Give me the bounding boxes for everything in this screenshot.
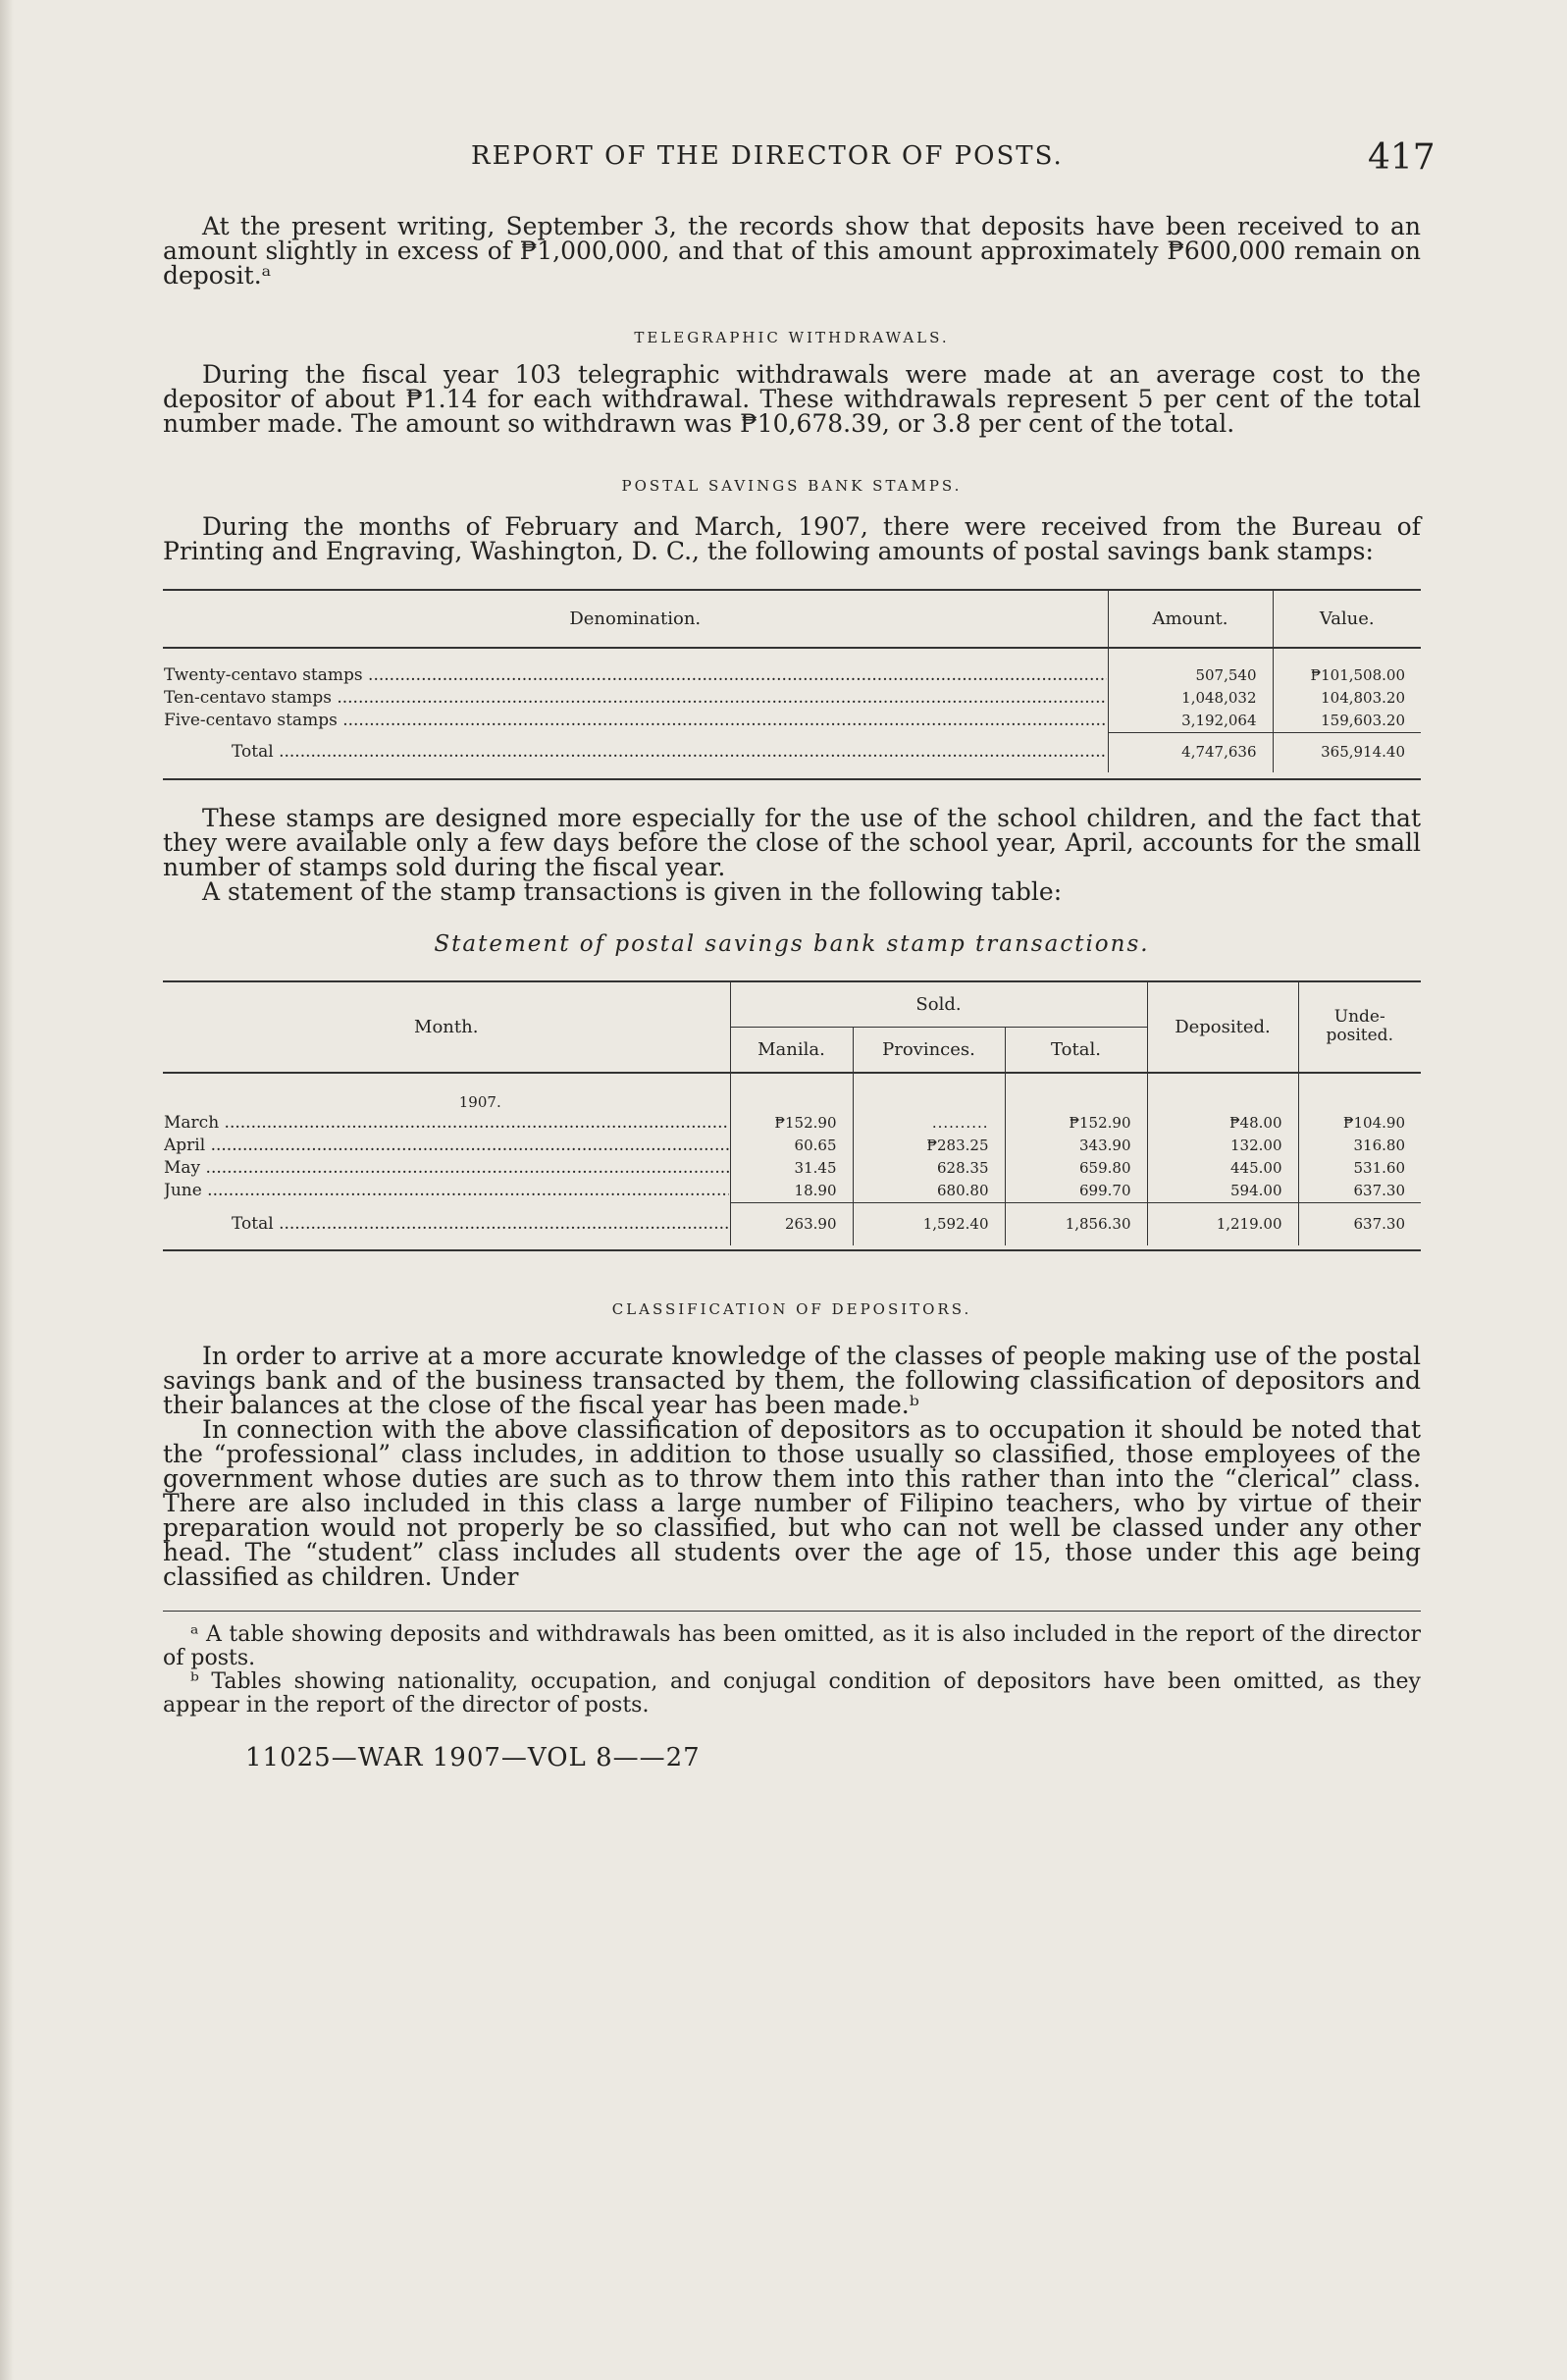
value-header: Value. xyxy=(1273,591,1421,648)
sold-header: Sold. xyxy=(730,982,1147,1028)
amount-cell: 507,540 xyxy=(1108,664,1273,687)
row-label: Five-centavo stamps ..... xyxy=(164,711,1107,731)
deposited-cell: 132.00 xyxy=(1147,1135,1298,1157)
provinces-cell: ₱283.25 xyxy=(853,1135,1005,1157)
table-caption: Statement of postal savings bank stamp transactions. xyxy=(434,930,1150,957)
section-heading-telegraphic: TELEGRAPHIC WITHDRAWALS. xyxy=(634,329,950,346)
printer-signature: 11025—WAR 1907—VOL 8——27 xyxy=(245,1743,701,1772)
manila-total: 263.90 xyxy=(730,1202,853,1245)
footnote-b: ᵇ Tables showing nationality, occupation, and conjugal condition of depositors have been omitted, as they appear in the report of the director of posts. xyxy=(163,1669,1421,1718)
undeposited-total: 637.30 xyxy=(1298,1202,1421,1245)
deposited-header: Deposited. xyxy=(1147,982,1298,1073)
telegraphic-paragraph: During the fiscal year 103 telegraphic withdrawals were made at an average cost to the depositor of about ₱1.14 for each withdrawal. These withdrawals represent 5 per cent of the total number made. The amount so withdrawn was ₱10,678.39, or 3.8 per cent of the total. xyxy=(163,360,1421,438)
section-heading-classification: CLASSIFICATION OF DEPOSITORS. xyxy=(611,1300,972,1318)
sold-total: 1,856.30 xyxy=(1005,1202,1147,1245)
running-head xyxy=(0,137,1567,186)
manila-header: Manila. xyxy=(730,1028,853,1073)
provinces-cell xyxy=(853,1112,1005,1135)
month-cell: March ..... xyxy=(164,1113,729,1134)
total-value: 365,914.40 xyxy=(1273,733,1421,772)
total-header: Total. xyxy=(1005,1028,1147,1073)
total-cell: 659.80 xyxy=(1005,1157,1147,1180)
deposited-total: 1,219.00 xyxy=(1147,1202,1298,1245)
undeposited-cell: 637.30 xyxy=(1298,1180,1421,1203)
value-cell: ₱101,508.00 xyxy=(1273,664,1421,687)
statement-paragraph: A statement of the stamp transactions is given in the following table: xyxy=(202,876,1063,906)
month-cell: May ..... xyxy=(164,1158,729,1179)
undeposited-header: Unde-posited. xyxy=(1298,982,1421,1073)
total-amount: 4,747,636 xyxy=(1108,733,1273,772)
table-row xyxy=(163,1180,1421,1203)
manila-cell: 18.90 xyxy=(730,1180,853,1203)
manila-cell: 31.45 xyxy=(730,1157,853,1180)
table-row xyxy=(163,710,1421,733)
classification-paragraph-2: In connection with the above classification of depositors as to occupation it should be noted that the “professional” class includes, in addition to those usually so classified, those employees of the government whose duties are such as to throw them into this rather than into the “clerical” class. There are also included in this class a large number of Filipino teachers, who by virtue of their preparation would not properly be so classified, but who can not well be classed under any other head. The “student” class includes all students over the age of 15, those under this age being classified as children. Under xyxy=(163,1415,1421,1591)
undeposited-cell: 316.80 xyxy=(1298,1135,1421,1157)
page-number: 417 xyxy=(1368,137,1436,178)
leader-dots: .......... xyxy=(931,1113,989,1132)
manila-cell: ₱152.90 xyxy=(730,1112,853,1135)
total-cell: 343.90 xyxy=(1005,1135,1147,1157)
row-label: Twenty-centavo stamps ..... xyxy=(164,665,1107,686)
value-cell: 104,803.20 xyxy=(1273,687,1421,710)
total-label: Total ..... xyxy=(232,1214,729,1235)
footnote-rule xyxy=(163,1611,1421,1612)
total-cell: ₱152.90 xyxy=(1005,1112,1147,1135)
classification-paragraph-1: In order to arrive at a more accurate knowledge of the classes of people making use of the postal savings bank and of the business transacted by them, the following classification of depositors and their balances at the close of the fiscal year has been made.ᵇ xyxy=(163,1342,1421,1419)
deposited-cell: ₱48.00 xyxy=(1147,1112,1298,1135)
month-cell: April ..... xyxy=(164,1136,729,1156)
transactions-table-bottom-rule xyxy=(163,1249,1421,1251)
footnotes xyxy=(163,1623,1421,1718)
row-label: Ten-centavo stamps ..... xyxy=(164,688,1107,709)
total-row xyxy=(163,1202,1421,1245)
undeposited-cell: ₱104.90 xyxy=(1298,1112,1421,1135)
stamps-paragraph: During the months of February and March, 1907, there were received from the Bureau of Printing and Engraving, Washington, D. C., the following amounts of postal savings bank stamps: xyxy=(163,512,1421,565)
table-row xyxy=(163,1157,1421,1180)
deposited-cell: 594.00 xyxy=(1147,1180,1298,1203)
amount-cell: 1,048,032 xyxy=(1108,687,1273,710)
total-label: Total ..... xyxy=(232,742,1107,763)
footnote-a: ᵃ A table showing deposits and withdrawals has been omitted, as it is also included in the report of the director of posts. xyxy=(163,1622,1421,1670)
provinces-total: 1,592.40 xyxy=(853,1202,1005,1245)
provinces-cell: 628.35 xyxy=(853,1157,1005,1180)
provinces-header: Provinces. xyxy=(853,1028,1005,1073)
total-cell: 699.70 xyxy=(1005,1180,1147,1203)
table-row xyxy=(163,1135,1421,1157)
month-header: Month. xyxy=(414,1016,479,1037)
amount-header: Amount. xyxy=(1108,591,1273,648)
month-cell: June ..... xyxy=(164,1181,729,1201)
amount-cell: 3,192,064 xyxy=(1108,710,1273,733)
value-cell: 159,603.20 xyxy=(1273,710,1421,733)
denomination-header: Denomination. xyxy=(569,608,702,629)
page-edge-shadow xyxy=(0,0,14,2380)
denomination-table xyxy=(163,591,1421,772)
table-row xyxy=(163,664,1421,687)
text-column xyxy=(163,214,1421,1772)
table-row xyxy=(163,1112,1421,1135)
provinces-cell: 680.80 xyxy=(853,1180,1005,1203)
intro-paragraph: At the present writing, September 3, the records show that deposits have been received to an amount slightly in excess of ₱1,000,000, and that of this amount approximately ₱600,000 remain on deposit.ᵃ xyxy=(163,212,1421,290)
deposited-cell: 445.00 xyxy=(1147,1157,1298,1180)
total-row xyxy=(163,733,1421,772)
school-paragraph: These stamps are designed more especially for the use of the school children, and the fact that they were available only a few days before the close of the school year, April, accounts for the small number of stamps sold during the fiscal year. xyxy=(163,803,1421,881)
transactions-table xyxy=(163,982,1421,1246)
manila-cell: 60.65 xyxy=(730,1135,853,1157)
denomination-table-bottom-rule xyxy=(163,778,1421,780)
undeposited-cell: 531.60 xyxy=(1298,1157,1421,1180)
section-heading-stamps: POSTAL SAVINGS BANK STAMPS. xyxy=(621,477,963,495)
year-label: 1907. xyxy=(458,1092,501,1111)
running-head-title: REPORT OF THE DIRECTOR OF POSTS. xyxy=(471,141,1064,171)
table-row xyxy=(163,687,1421,710)
